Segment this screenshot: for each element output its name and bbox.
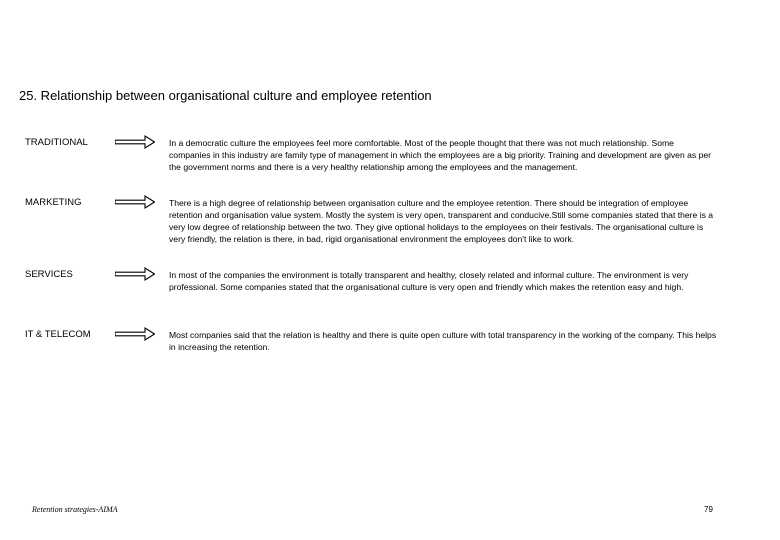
right-arrow-icon — [115, 195, 155, 209]
row-description: In a democratic culture the employees feel more comfortable. Most of the people thought that there was not much relationship. Some companies in this industry are family type of management in which the employees are a big priority. Training and development are given as per the government norms and there is a very healthy relationship among the employees and the management. — [169, 138, 712, 172]
row-label: TRADITIONAL — [25, 137, 88, 148]
page-number: 79 — [704, 505, 713, 514]
right-arrow-icon — [115, 135, 155, 149]
row-description: Most companies said that the relation is healthy and there is quite open culture with total transparency in the working of the company. This helps in increasing the retention. — [169, 330, 717, 352]
row-label: MARKETING — [25, 197, 82, 208]
row-label: IT & TELECOM — [25, 329, 91, 340]
right-arrow-icon — [115, 267, 155, 281]
row-description: In most of the companies the environment is totally transparent and healthy, closely related and informal culture. The environment is very professional. Some companies stated that the organisational culture is very open and friendly which makes the retention easy and high. — [169, 270, 689, 292]
row-description: There is a high degree of relationship between organisation culture and the employee retention. There should be integration of employee retention and organisation value system. Mostly the system is very open, transparent and conducive.Still some companies stated that there is a very low degree of relationship between the two. They give optional holidays to the employees on their festivals. The organisational culture is very friendly, the relation is there, in bad, rigid organisational environment the employees don't like to work. — [169, 198, 714, 244]
row-label: SERVICES — [25, 269, 73, 280]
footer-source: Retention strategies-AIMA — [32, 505, 118, 514]
right-arrow-icon — [115, 327, 155, 341]
page-title: 25. Relationship between organisational culture and employee retention — [19, 88, 432, 103]
